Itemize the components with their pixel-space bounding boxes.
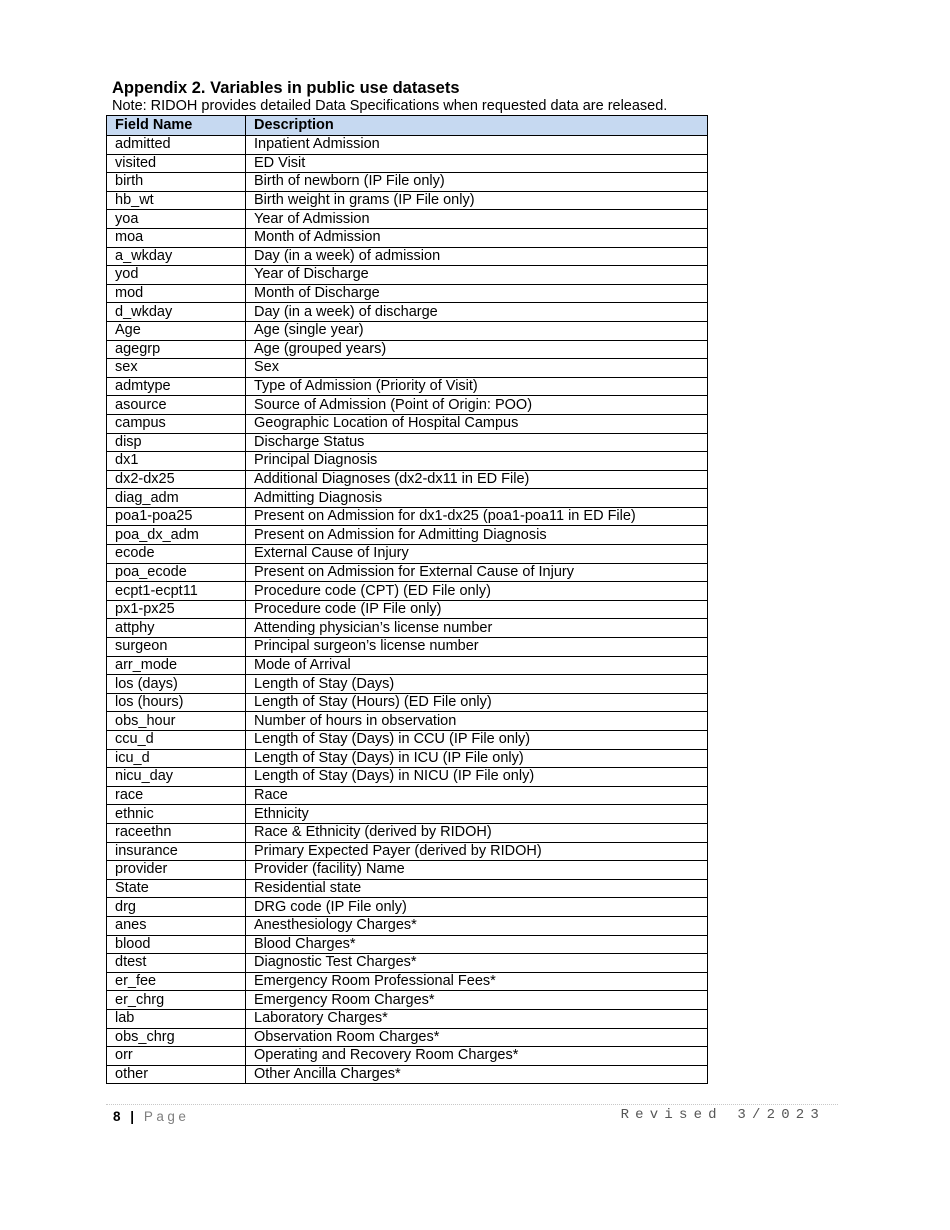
header-field-name: Field Name xyxy=(107,116,246,136)
table-row xyxy=(107,173,708,192)
table-row xyxy=(107,638,708,657)
field-name-cell: dtest xyxy=(107,954,246,973)
field-name-cell: orr xyxy=(107,1047,246,1066)
table-row xyxy=(107,470,708,489)
table-row xyxy=(107,489,708,508)
description-cell: Diagnostic Test Charges* xyxy=(246,954,708,973)
table-row xyxy=(107,210,708,229)
table-row xyxy=(107,1028,708,1047)
description-cell: Present on Admission for Admitting Diagnosis xyxy=(246,526,708,545)
field-name-cell: birth xyxy=(107,173,246,192)
header-description: Description xyxy=(246,116,708,136)
description-cell: Length of Stay (Days) xyxy=(246,675,708,694)
table-row xyxy=(107,935,708,954)
field-name-cell: anes xyxy=(107,916,246,935)
field-name-cell: blood xyxy=(107,935,246,954)
description-cell: Birth of newborn (IP File only) xyxy=(246,173,708,192)
table-row xyxy=(107,284,708,303)
description-cell: Month of Discharge xyxy=(246,284,708,303)
table-row xyxy=(107,433,708,452)
field-name-cell: disp xyxy=(107,433,246,452)
description-cell: Mode of Arrival xyxy=(246,656,708,675)
description-cell: Geographic Location of Hospital Campus xyxy=(246,414,708,433)
field-name-cell: yoa xyxy=(107,210,246,229)
field-name-cell: nicu_day xyxy=(107,768,246,787)
table-row xyxy=(107,303,708,322)
description-cell: Ethnicity xyxy=(246,805,708,824)
table-row xyxy=(107,954,708,973)
page-label: Page xyxy=(143,1109,190,1124)
table-row xyxy=(107,359,708,378)
table-row xyxy=(107,656,708,675)
description-cell: ED Visit xyxy=(246,154,708,173)
field-name-cell: los (hours) xyxy=(107,693,246,712)
table-row xyxy=(107,136,708,155)
field-name-cell: provider xyxy=(107,861,246,880)
field-name-cell: visited xyxy=(107,154,246,173)
table-row xyxy=(107,861,708,880)
revised-date: Revised 3/2023 xyxy=(620,1107,825,1123)
field-name-cell: drg xyxy=(107,898,246,917)
field-name-cell: dx2-dx25 xyxy=(107,470,246,489)
table-row xyxy=(107,321,708,340)
table-row xyxy=(107,898,708,917)
table-row xyxy=(107,731,708,750)
table-row xyxy=(107,1065,708,1084)
description-cell: Other Ancilla Charges* xyxy=(246,1065,708,1084)
field-name-cell: asource xyxy=(107,396,246,415)
description-cell: Year of Admission xyxy=(246,210,708,229)
field-name-cell: ccu_d xyxy=(107,731,246,750)
note-text: Note: RIDOH provides detailed Data Specifications when requested data are released. xyxy=(112,98,668,114)
description-cell: Source of Admission (Point of Origin: POO) xyxy=(246,396,708,415)
description-cell: Laboratory Charges* xyxy=(246,1009,708,1028)
field-name-cell: mod xyxy=(107,284,246,303)
field-name-cell: ecode xyxy=(107,545,246,564)
field-name-cell: obs_chrg xyxy=(107,1028,246,1047)
description-cell: Number of hours in observation xyxy=(246,712,708,731)
table-row xyxy=(107,154,708,173)
table-row xyxy=(107,768,708,787)
description-cell: External Cause of Injury xyxy=(246,545,708,564)
table-row xyxy=(107,563,708,582)
field-name-cell: px1-px25 xyxy=(107,600,246,619)
table-row xyxy=(107,191,708,210)
table-row xyxy=(107,916,708,935)
field-name-cell: agegrp xyxy=(107,340,246,359)
table-row xyxy=(107,805,708,824)
table-row xyxy=(107,340,708,359)
field-name-cell: ecpt1-ecpt11 xyxy=(107,582,246,601)
table-row xyxy=(107,247,708,266)
table-row xyxy=(107,414,708,433)
field-name-cell: arr_mode xyxy=(107,656,246,675)
description-cell: Procedure code (IP File only) xyxy=(246,600,708,619)
description-cell: Length of Stay (Days) in CCU (IP File only) xyxy=(246,731,708,750)
field-name-cell: admitted xyxy=(107,136,246,155)
field-name-cell: lab xyxy=(107,1009,246,1028)
table-row xyxy=(107,507,708,526)
field-name-cell: poa_dx_adm xyxy=(107,526,246,545)
table-row xyxy=(107,786,708,805)
table-row xyxy=(107,600,708,619)
description-cell: Age (single year) xyxy=(246,321,708,340)
table-row xyxy=(107,377,708,396)
field-name-cell: er_fee xyxy=(107,972,246,991)
description-cell: DRG code (IP File only) xyxy=(246,898,708,917)
table-row xyxy=(107,396,708,415)
field-name-cell: admtype xyxy=(107,377,246,396)
field-name-cell: yod xyxy=(107,266,246,285)
description-cell: Race xyxy=(246,786,708,805)
field-name-cell: poa1-poa25 xyxy=(107,507,246,526)
table-row xyxy=(107,619,708,638)
field-name-cell: moa xyxy=(107,228,246,247)
field-name-cell: raceethn xyxy=(107,823,246,842)
description-cell: Additional Diagnoses (dx2-dx11 in ED File) xyxy=(246,470,708,489)
description-cell: Provider (facility) Name xyxy=(246,861,708,880)
table-row xyxy=(107,879,708,898)
description-cell: Type of Admission (Priority of Visit) xyxy=(246,377,708,396)
field-name-cell: attphy xyxy=(107,619,246,638)
table-row xyxy=(107,1009,708,1028)
field-name-cell: Age xyxy=(107,321,246,340)
table-row xyxy=(107,1047,708,1066)
field-name-cell: sex xyxy=(107,359,246,378)
field-name-cell: diag_adm xyxy=(107,489,246,508)
description-cell: Emergency Room Professional Fees* xyxy=(246,972,708,991)
field-name-cell: d_wkday xyxy=(107,303,246,322)
description-cell: Inpatient Admission xyxy=(246,136,708,155)
description-cell: Admitting Diagnosis xyxy=(246,489,708,508)
table-row xyxy=(107,675,708,694)
footer-divider xyxy=(106,1104,838,1105)
table-body xyxy=(107,136,708,1084)
table-row xyxy=(107,972,708,991)
table-row xyxy=(107,823,708,842)
field-name-cell: race xyxy=(107,786,246,805)
description-cell: Age (grouped years) xyxy=(246,340,708,359)
description-cell: Observation Room Charges* xyxy=(246,1028,708,1047)
page-number: 8 xyxy=(113,1109,123,1124)
field-name-cell: other xyxy=(107,1065,246,1084)
field-name-cell: icu_d xyxy=(107,749,246,768)
table-row xyxy=(107,266,708,285)
field-name-cell: surgeon xyxy=(107,638,246,657)
description-cell: Sex xyxy=(246,359,708,378)
description-cell: Operating and Recovery Room Charges* xyxy=(246,1047,708,1066)
field-name-cell: insurance xyxy=(107,842,246,861)
description-cell: Principal surgeon’s license number xyxy=(246,638,708,657)
table-header-row xyxy=(107,116,708,136)
description-cell: Present on Admission for External Cause of Injury xyxy=(246,563,708,582)
description-cell: Day (in a week) of admission xyxy=(246,247,708,266)
footer-separator: | xyxy=(130,1109,137,1124)
description-cell: Month of Admission xyxy=(246,228,708,247)
description-cell: Present on Admission for dx1-dx25 (poa1-poa11 in ED File) xyxy=(246,507,708,526)
table-row xyxy=(107,228,708,247)
description-cell: Procedure code (CPT) (ED File only) xyxy=(246,582,708,601)
field-name-cell: campus xyxy=(107,414,246,433)
description-cell: Discharge Status xyxy=(246,433,708,452)
field-name-cell: hb_wt xyxy=(107,191,246,210)
description-cell: Primary Expected Payer (derived by RIDOH) xyxy=(246,842,708,861)
description-cell: Length of Stay (Hours) (ED File only) xyxy=(246,693,708,712)
description-cell: Principal Diagnosis xyxy=(246,452,708,471)
description-cell: Residential state xyxy=(246,879,708,898)
field-name-cell: er_chrg xyxy=(107,991,246,1010)
description-cell: Day (in a week) of discharge xyxy=(246,303,708,322)
page-footer-left xyxy=(113,1108,189,1126)
description-cell: Anesthesiology Charges* xyxy=(246,916,708,935)
table-row xyxy=(107,545,708,564)
table-row xyxy=(107,842,708,861)
table-row xyxy=(107,452,708,471)
field-name-cell: los (days) xyxy=(107,675,246,694)
variables-table xyxy=(106,115,708,1084)
field-name-cell: ethnic xyxy=(107,805,246,824)
field-name-cell: poa_ecode xyxy=(107,563,246,582)
table-row xyxy=(107,582,708,601)
table-row xyxy=(107,693,708,712)
description-cell: Attending physician’s license number xyxy=(246,619,708,638)
description-cell: Race & Ethnicity (derived by RIDOH) xyxy=(246,823,708,842)
field-name-cell: a_wkday xyxy=(107,247,246,266)
field-name-cell: State xyxy=(107,879,246,898)
description-cell: Birth weight in grams (IP File only) xyxy=(246,191,708,210)
field-name-cell: dx1 xyxy=(107,452,246,471)
field-name-cell: obs_hour xyxy=(107,712,246,731)
description-cell: Blood Charges* xyxy=(246,935,708,954)
table-row xyxy=(107,526,708,545)
table-row xyxy=(107,991,708,1010)
description-cell: Length of Stay (Days) in NICU (IP File only) xyxy=(246,768,708,787)
description-cell: Year of Discharge xyxy=(246,266,708,285)
page-title: Appendix 2. Variables in public use datasets xyxy=(112,79,460,97)
description-cell: Length of Stay (Days) in ICU (IP File only) xyxy=(246,749,708,768)
table-row xyxy=(107,749,708,768)
description-cell: Emergency Room Charges* xyxy=(246,991,708,1010)
table-row xyxy=(107,712,708,731)
